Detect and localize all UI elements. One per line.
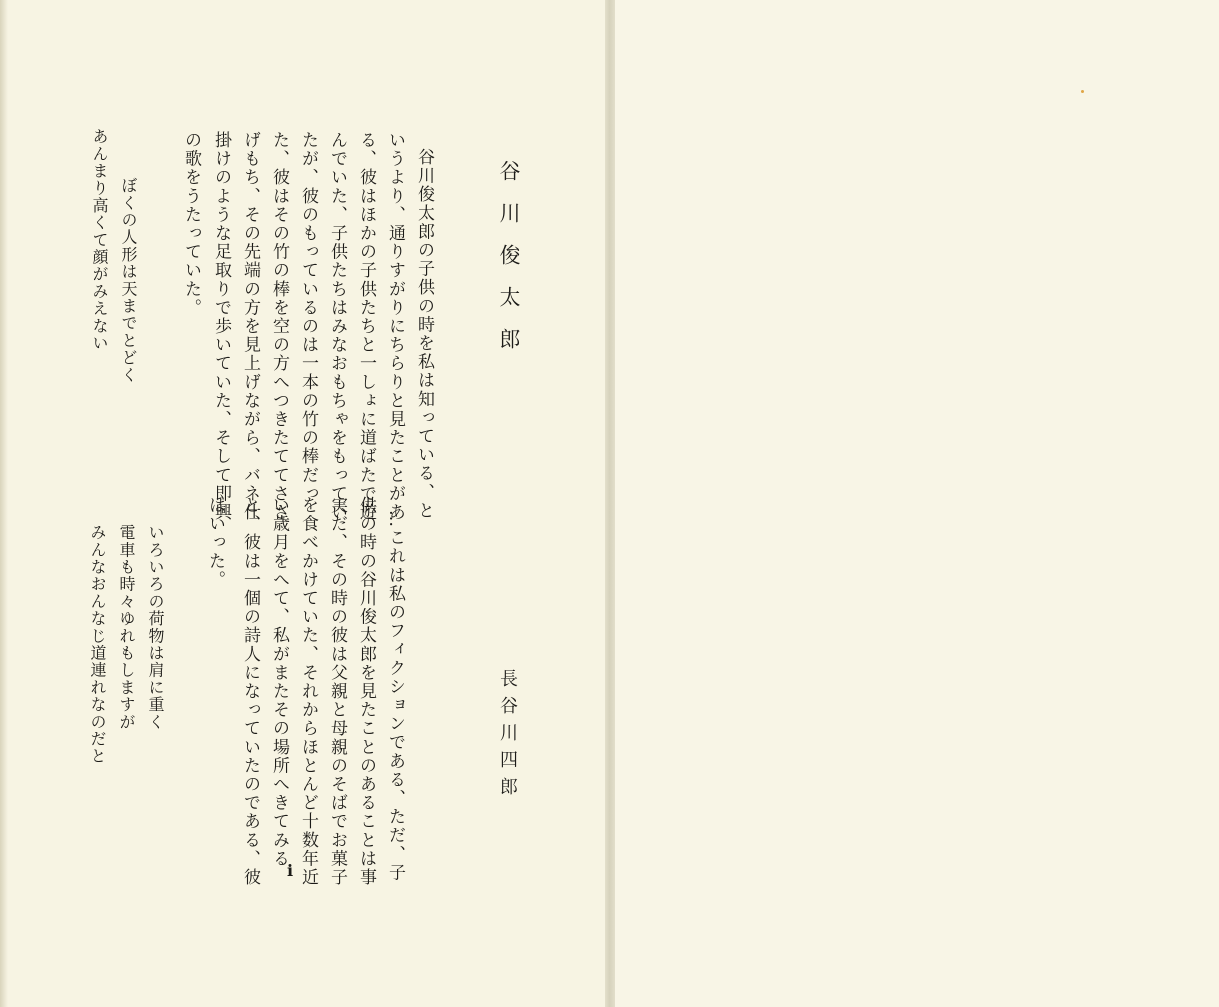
page-number: i [287, 861, 294, 880]
prose-line: 掛けのような足取りで歩いていた、そして即興 [211, 131, 231, 522]
essay-title: 谷川俊太郎 [497, 160, 521, 370]
prose-line: を食べかけていた、それからほとんど十数年近 [298, 496, 318, 887]
prose-line: 供の時の谷川俊太郎を見たことのあることは事 [356, 496, 376, 887]
book-gutter [605, 0, 615, 1007]
prose-line: い歳月をへて、私がまたその場所へきてみる [269, 496, 289, 868]
prose-line: の歌をうたっていた。 [181, 131, 201, 317]
paper-speck [1081, 90, 1084, 93]
prose-line: と、彼は一個の詩人になっていたのである、彼 [240, 496, 260, 887]
prose-line: る、彼はほかの子供たちと一しょに道ばたで遊 [356, 131, 376, 522]
prose-line: たが、彼のもっているのは一本の竹の棒だっ [298, 131, 318, 503]
page-edge-shadow [0, 0, 8, 1007]
prose-line: げもち、その先端の方を見上げながら、バネ仕 [240, 131, 260, 522]
author-name: 長谷川四郎 [497, 669, 518, 804]
poem-line: いろいろの荷物は肩に重く [146, 524, 165, 731]
poem-line: ぼくの人形は天までとどく [119, 177, 138, 384]
poem-line: あんまり高くて顔がみえない [90, 128, 109, 352]
prose-line: んでいた、子供たちはみなおもちゃをもってい [327, 131, 347, 522]
poem-line: みんなおんなじ道連れなのだと [88, 524, 107, 765]
prose-line: …これは私のフィクションである、ただ、子 [385, 510, 405, 882]
poem-line: 電車も時々ゆれもしますが [117, 524, 136, 731]
prose-line: 谷川俊太郎の子供の時を私は知っている、と [414, 148, 434, 520]
right-page-blank [613, 0, 1219, 1007]
prose-line: た、彼はその竹の棒を空の方へつきたててささ [269, 131, 289, 522]
prose-line: いうより、通りすがりにちらりと見たことがあ [385, 131, 405, 522]
prose-line: 実だ、その時の彼は父親と母親のそばでお菓子 [327, 496, 347, 887]
prose-line: はいった。 [205, 496, 225, 589]
